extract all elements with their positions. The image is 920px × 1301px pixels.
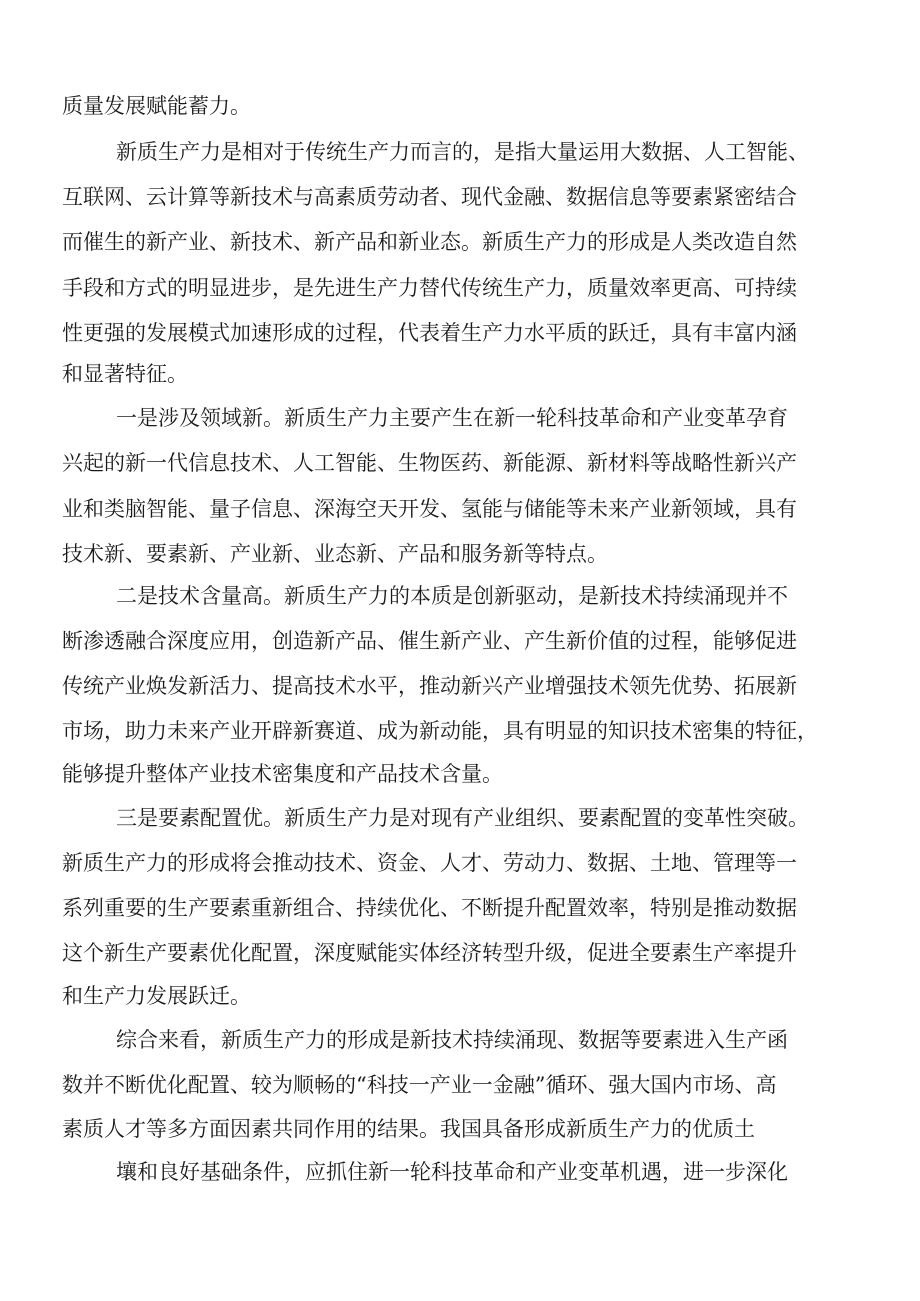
text-line: 三是要素配置优。新质生产力是对现有产业组织、要素配置的变革性突破。 xyxy=(116,806,809,830)
text-line: 和生产力发展跃迁。 xyxy=(62,984,251,1008)
text-line: 而催生的新产业、新技术、新产品和新业态。新质生产力的形成是人类改造自然 xyxy=(62,230,797,254)
text-line: 一是涉及领域新。新质生产力主要产生在新一轮科技革命和产业变革孕育 xyxy=(116,406,788,430)
text-line: 新质生产力是相对于传统生产力而言的，是指大量运用大数据、人工智能、 xyxy=(116,140,809,164)
text-line: 手段和方式的明显进步，是先进生产力替代传统生产力，质量效率更高、可持续 xyxy=(62,276,797,300)
text-line: 业和类脑智能、量子信息、深海空天开发、氢能与储能等未来产业新领域，具有 xyxy=(62,497,797,521)
text-line: 断渗透融合深度应用，创造新产品、催生新产业、产生新价值的过程，能够促进 xyxy=(62,629,797,653)
text-line: 能够提升整体产业技术密集度和产品技术含量。 xyxy=(62,762,503,786)
text-line: 系列重要的生产要素重新组合、持续优化、不断提升配置效率，特别是推动数据 xyxy=(62,896,797,920)
text-line: 技术新、要素新、产业新、业态新、产品和服务新等特点。 xyxy=(62,542,608,566)
text-line: 这个新生产要素优化配置，深度赋能实体经济转型升级，促进全要素生产率提升 xyxy=(62,941,797,965)
text-line: 素质人才等多方面因素共同作用的结果。我国具备形成新质生产力的优质土 xyxy=(62,1117,755,1141)
text-line: 互联网、云计算等新技术与高素质劳动者、现代金融、数据信息等要素紧密结合 xyxy=(62,185,797,209)
text-line: 兴起的新一代信息技术、人工智能、生物医药、新能源、新材料等战略性新兴产 xyxy=(62,451,797,475)
text-line: 质量发展赋能蓄力。 xyxy=(62,94,251,118)
text-line: 数并不断优化配置、较为顺畅的“科技一产业一金融”循环、强大国内市场、高 xyxy=(62,1073,777,1097)
text-line: 和显著特征。 xyxy=(62,362,188,386)
text-line: 传统产业焕发新活力、提高技术水平，推动新兴产业增强技术领先优势、拓展新 xyxy=(62,674,797,698)
text-line: 壤和良好基础条件，应抓住新一轮科技革命和产业变革机遇，进一步深化 xyxy=(116,1160,788,1184)
text-line: 新质生产力的形成将会推动技术、资金、人才、劳动力、数据、土地、管理等一 xyxy=(62,851,797,875)
text-line: 性更强的发展模式加速形成的过程，代表着生产力水平质的跃迁，具有丰富内涵 xyxy=(62,321,797,345)
text-line: 综合来看，新质生产力的形成是新技术持续涌现、数据等要素进入生产函 xyxy=(116,1028,788,1052)
text-line: 二是技术含量高。新质生产力的本质是创新驱动，是新技术持续涌现并不 xyxy=(116,584,788,608)
text-line: 市场，助力未来产业开辟新赛道、成为新动能，具有明显的知识技术密集的特征， xyxy=(62,719,818,743)
